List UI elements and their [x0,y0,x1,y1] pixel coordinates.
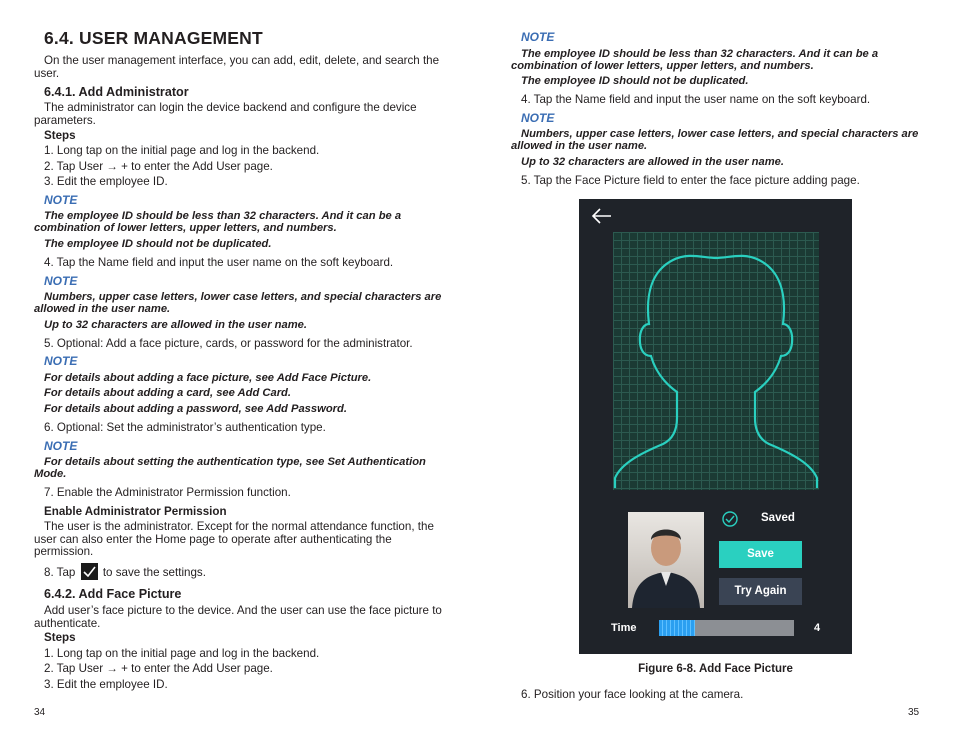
page-number-left: 34 [34,707,46,718]
face-step-1: 1. Long tap on the initial page and log in the backend. [44,647,320,660]
step-3: 3. Edit the employee ID. [44,175,168,188]
add-admin-desc: The administrator can login the device backend and configure the device parameters. [34,101,417,127]
step-4: 4. Tap the Name field and input the user name on the soft keyboard. [44,256,394,269]
permission-desc: The user is the administrator. Except for the normal attendance function, the user can also enter the Home page to operate after authenticating the permission. [34,520,434,558]
note-password: For details about adding a password, see Add Password. [44,403,347,415]
note-face-picture: For details about adding a face picture, see Add Face Picture. [44,372,372,384]
note-employee-id-right: The employee ID should be less than 32 characters. And it can be a combination of lower letters, upper letters, and numbers. [511,48,879,72]
note-name-length-right: Up to 32 characters are allowed in the user name. [521,156,785,168]
note-auth-type: For details about setting the authentication type, see Set Authentication Mode. [34,456,426,480]
checkmark-icon [81,563,98,580]
time-label: Time [611,622,637,634]
step-2 [44,161,273,174]
note-label: NOTE [44,439,78,453]
note-name-chars: Numbers, upper case letters, lower case letters, and special characters are allowed in the user name. [34,291,442,315]
head-outline-icon [613,232,819,490]
intro-text: On the user management interface, you can add, edit, delete, and search the user. [34,54,440,80]
step-6: 6. Optional: Set the administrator’s authentication type. [44,421,326,434]
step-8 [44,563,206,580]
step-5-right: 5. Tap the Face Picture field to enter the face picture adding page. [521,174,860,187]
step-8-post: to save the settings. [99,566,206,579]
face-step-2-post: + to enter the Add User page. [117,662,273,675]
step-2-pre: 2. Tap User [44,160,107,173]
note-employee-id: The employee ID should be less than 32 characters. And it can be a combination of lower letters, upper letters, and numbers. [34,210,402,234]
saved-label: Saved [761,512,795,524]
captured-face-photo [628,512,704,608]
note-card: For details about adding a card, see Add Card. [44,387,291,399]
step-8-pre: 8. Tap [44,566,79,579]
step-7: 7. Enable the Administrator Permission function. [44,486,291,499]
step-6-right: 6. Position your face looking at the camera. [521,688,744,701]
step-2-post: + to enter the Add User page. [117,160,273,173]
note-label: NOTE [521,111,555,125]
note-no-duplicate: The employee ID should not be duplicated. [44,238,272,250]
note-no-duplicate-right: The employee ID should not be duplicated. [521,75,749,87]
page-number-right: 35 [908,707,920,718]
add-face-picture-screen [579,199,852,654]
arrow-icon: → [106,160,118,173]
step-4-right: 4. Tap the Name field and input the user name on the soft keyboard. [521,93,871,106]
section-title: 6.4. USER MANAGEMENT [44,28,263,48]
time-progress-fill [659,620,695,636]
figure-caption: Figure 6-8. Add Face Picture [638,663,793,675]
save-button[interactable]: Save [719,541,802,568]
face-step-2-pre: 2. Tap User [44,662,107,675]
step-1: 1. Long tap on the initial page and log in the backend. [44,144,320,157]
face-step-3: 3. Edit the employee ID. [44,678,168,691]
note-label: NOTE [44,274,78,288]
note-label: NOTE [44,193,78,207]
time-countdown: 4 [814,622,821,634]
note-name-chars-right: Numbers, upper case letters, lower case letters, and special characters are allowed in the user name. [511,128,919,152]
note-label: NOTE [521,30,555,44]
back-arrow-icon[interactable] [591,207,613,230]
note-label: NOTE [44,354,78,368]
arrow-icon: → [106,662,118,675]
add-face-desc: Add user’s face picture to the device. And the user can use the face picture to authenticate. [34,604,442,630]
face-step-2 [44,663,273,676]
try-again-button[interactable]: Try Again [719,578,802,605]
subsection-heading-add-admin: 6.4.1. Add Administrator [44,85,189,99]
step-5: 5. Optional: Add a face picture, cards, or password for the administrator. [44,337,413,350]
note-name-length: Up to 32 characters are allowed in the user name. [44,319,308,331]
steps-label: Steps [44,631,76,644]
steps-label: Steps [44,129,76,142]
permission-heading: Enable Administrator Permission [44,505,227,518]
saved-check-icon [722,511,738,532]
time-progress-bar [659,620,794,636]
subsection-heading-add-face: 6.4.2. Add Face Picture [44,587,182,601]
